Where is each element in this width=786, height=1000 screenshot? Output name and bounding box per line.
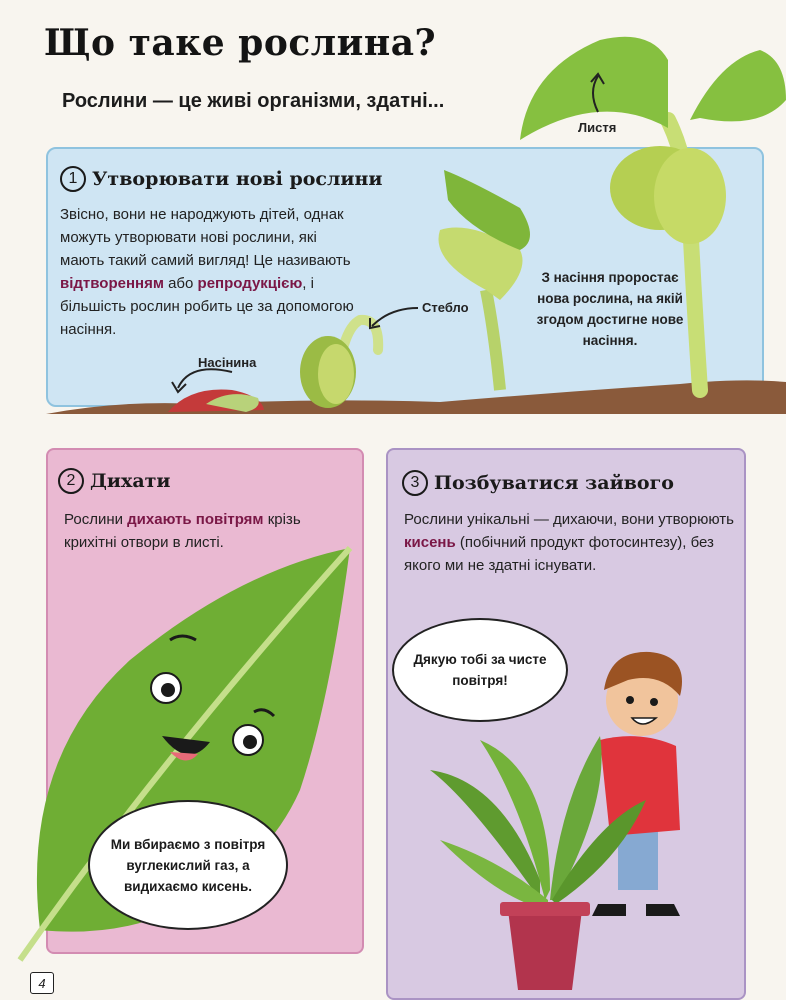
text-part: , і більшість рослин робить це за допомогою насіння. xyxy=(60,275,354,338)
boy-speech-bubble: Дякую тобі за чисте повітря! xyxy=(392,618,568,722)
section-number-badge: 1 xyxy=(60,166,86,192)
page-number: 4 xyxy=(30,972,54,994)
section-heading-text: Утворювати нові рослини xyxy=(92,168,383,190)
page-title: Що таке рослина? xyxy=(44,22,437,64)
stem-label: Стебло xyxy=(422,300,469,315)
term-reproduction-alt: репродукцією xyxy=(197,275,303,292)
text-part: або xyxy=(163,275,198,292)
text-part: Рослини унікальні — дихаючи, вони утворюють xyxy=(404,511,734,528)
section-number-badge: 2 xyxy=(58,468,84,494)
seed-label: Насінина xyxy=(198,355,257,370)
term-oxygen: кисень xyxy=(404,534,456,551)
text-part: Рослини xyxy=(64,511,128,528)
term-breathe-air: дихають повітрям xyxy=(127,511,264,528)
leaves-label: Листя xyxy=(578,120,617,135)
section-number-badge: 3 xyxy=(402,470,428,496)
text-part: (побічний продукт фотосинтезу), без якого ми не здатні існувати. xyxy=(404,534,714,574)
text-part: Звісно, вони не народжують дітей, однак можуть утворювати нові рослини, які мають такий самий вигляд! Це називають xyxy=(60,206,351,269)
section-heading-text: Дихати xyxy=(90,470,171,492)
text-part: крізь крихітні отвори в листі. xyxy=(64,511,301,551)
section-heading-text: Позбуватися зайвого xyxy=(434,472,674,494)
page-subtitle: Рослини — це живі організми, здатні... xyxy=(62,90,445,112)
boy-figure xyxy=(592,652,682,916)
plant-growth-note: З насіння проростає нова рослина, на якій згодом достигне нове насіння. xyxy=(536,270,684,348)
leaf-speech-bubble: Ми вбираємо з повітря вуглекислий газ, а видихаємо кисень. xyxy=(88,800,288,930)
term-reproduction: відтворенням xyxy=(60,275,164,292)
